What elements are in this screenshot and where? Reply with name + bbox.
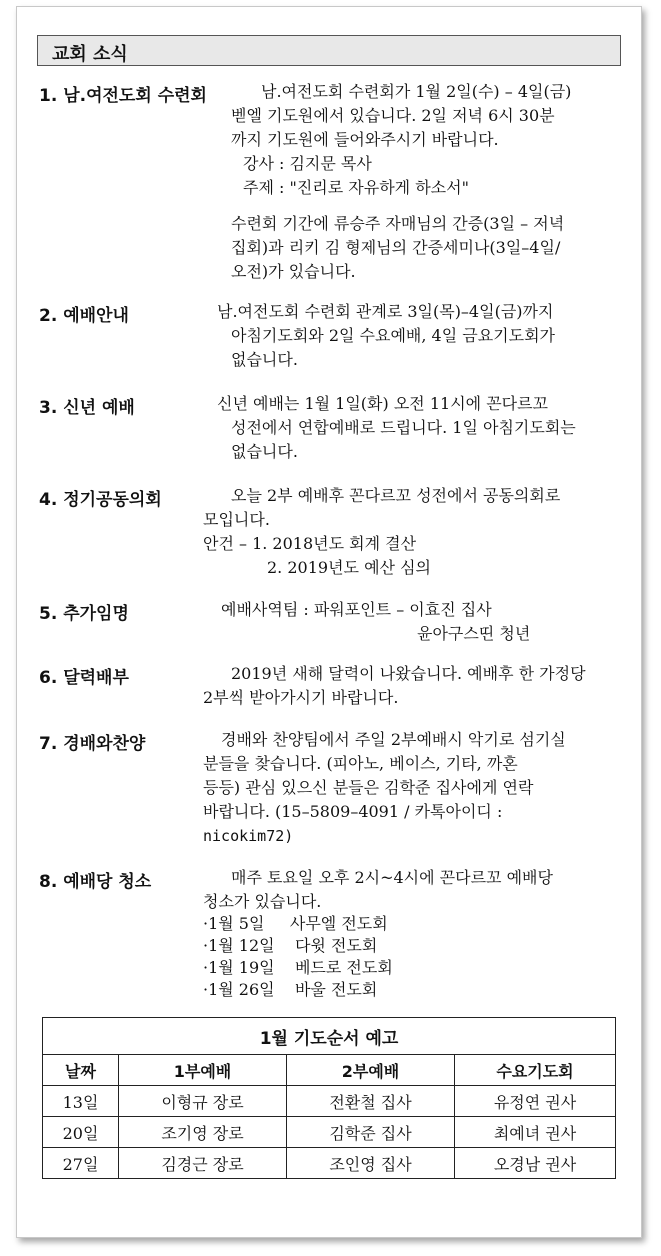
section-line: 까지 기도원에 들어와주시기 바랍니다. [231,130,499,149]
section-line: 등등) 관심 있으신 분들은 김학준 집사에게 연락 [203,778,534,797]
section-line: 오늘 2부 예배후 꼰다르꼬 성전에서 공동의회로 [231,486,561,505]
table-header-row [43,1055,616,1086]
section-line: 없습니다. [231,442,298,461]
section-line: 없습니다. [231,350,298,369]
table-cell: 27일 [43,1148,119,1179]
table-cell: 유정연 권사 [455,1086,616,1117]
section-title: 1. 남.여전도회 수련회 [39,86,207,106]
section-line: 윤아구스띤 청년 [417,624,531,643]
table-cell: 이형규 장로 [119,1086,287,1117]
section-line: 아침기도회와 2일 수요예배, 4일 금요기도회가 [231,326,555,345]
table-header: 1부예배 [119,1055,287,1086]
section-line: 주제 : "진리로 자유하게 하소서" [243,178,469,197]
table-cell: 김경근 장로 [119,1148,287,1179]
section-line: ·1월 5일 사무엘 전도회 [203,914,388,933]
section-line: 예배사역팀 : 파워포인트 – 이효진 집사 [221,600,492,619]
section-line: 2부씩 받아가시기 바랍니다. [203,688,399,707]
prayer-schedule-table [42,1017,616,1179]
section-line: ·1월 19일 베드로 전도회 [203,958,393,977]
section-line: 성전에서 연합예배로 드립니다. 1일 아침기도회는 [231,418,576,437]
section-title: 7. 경배와찬양 [39,734,146,754]
section-line: 2. 2019년도 예산 심의 [267,558,431,577]
section-line: 남.여전도회 수련회 관계로 3일(목)–4일(금)까지 [217,302,554,321]
section-line: 2019년 새해 달력이 나왔습니다. 예배후 한 가정당 [231,664,586,683]
section-line: nicokim72) [203,827,294,845]
section-line: 청소가 있습니다. [203,892,322,911]
section-title: 4. 정기공동의회 [39,490,162,510]
section-line: 수련회 기간에 류승주 자매님의 간증(3일 – 저녁 [231,214,565,233]
section-title: 8. 예배당 청소 [39,872,152,892]
section-line: 집회)과 리키 김 형제님의 간증세미나(3일–4일/ [231,238,561,257]
section-line: 분들을 찾습니다. (피아노, 베이스, 기타, 까혼 [203,754,518,773]
table-cell: 조기영 장로 [119,1117,287,1148]
section-line: 매주 토요일 오후 2시~4시에 꼰다르꼬 예배당 [231,868,553,887]
section-line: 안건 – 1. 2018년도 회계 결산 [203,534,417,553]
section-line: 경배와 찬양팀에서 주일 2부예배시 악기로 섬기실 [221,730,566,749]
section-line: 강사 : 김지문 목사 [243,154,372,173]
table-header: 날짜 [43,1055,119,1086]
news-header-title: 교회 소식 [52,44,128,65]
section-line: 바랍니다. (15–5809–4091 / 카톡아이디 : [203,802,503,821]
table-title: 1월 기도순서 예고 [43,1018,616,1055]
table-cell: 조인영 집사 [287,1148,455,1179]
table-cell: 전환철 집사 [287,1086,455,1117]
table-cell: 최예녀 권사 [455,1117,616,1148]
section-line: 벧엘 기도원에서 있습니다. 2일 저녁 6시 30분 [231,106,555,125]
table-cell: 오경남 권사 [455,1148,616,1179]
table-cell: 김학준 집사 [287,1117,455,1148]
table-cell: 20일 [43,1117,119,1148]
section-line: ·1월 12일 다윗 전도회 [203,936,378,955]
table-row [43,1117,616,1148]
table-row [43,1148,616,1179]
section-line: ·1월 26일 바울 전도회 [203,980,378,999]
news-header [37,35,621,66]
section-line: 모입니다. [203,510,270,529]
section-title: 5. 추가임명 [39,604,129,624]
bulletin-page [16,6,642,1238]
section-title: 6. 달력배부 [39,668,129,688]
section-line: 신년 예배는 1월 1일(화) 오전 11시에 꼰다르꼬 [217,394,549,413]
table-row [43,1086,616,1117]
section-line: 남.여전도회 수련회가 1월 2일(수) – 4일(금) [261,82,572,101]
section-title: 3. 신년 예배 [39,398,135,418]
section-line: 오전)가 있습니다. [231,262,356,281]
section-title: 2. 예배안내 [39,306,129,326]
table-header: 수요기도회 [455,1055,616,1086]
table-cell: 13일 [43,1086,119,1117]
table-header: 2부예배 [287,1055,455,1086]
